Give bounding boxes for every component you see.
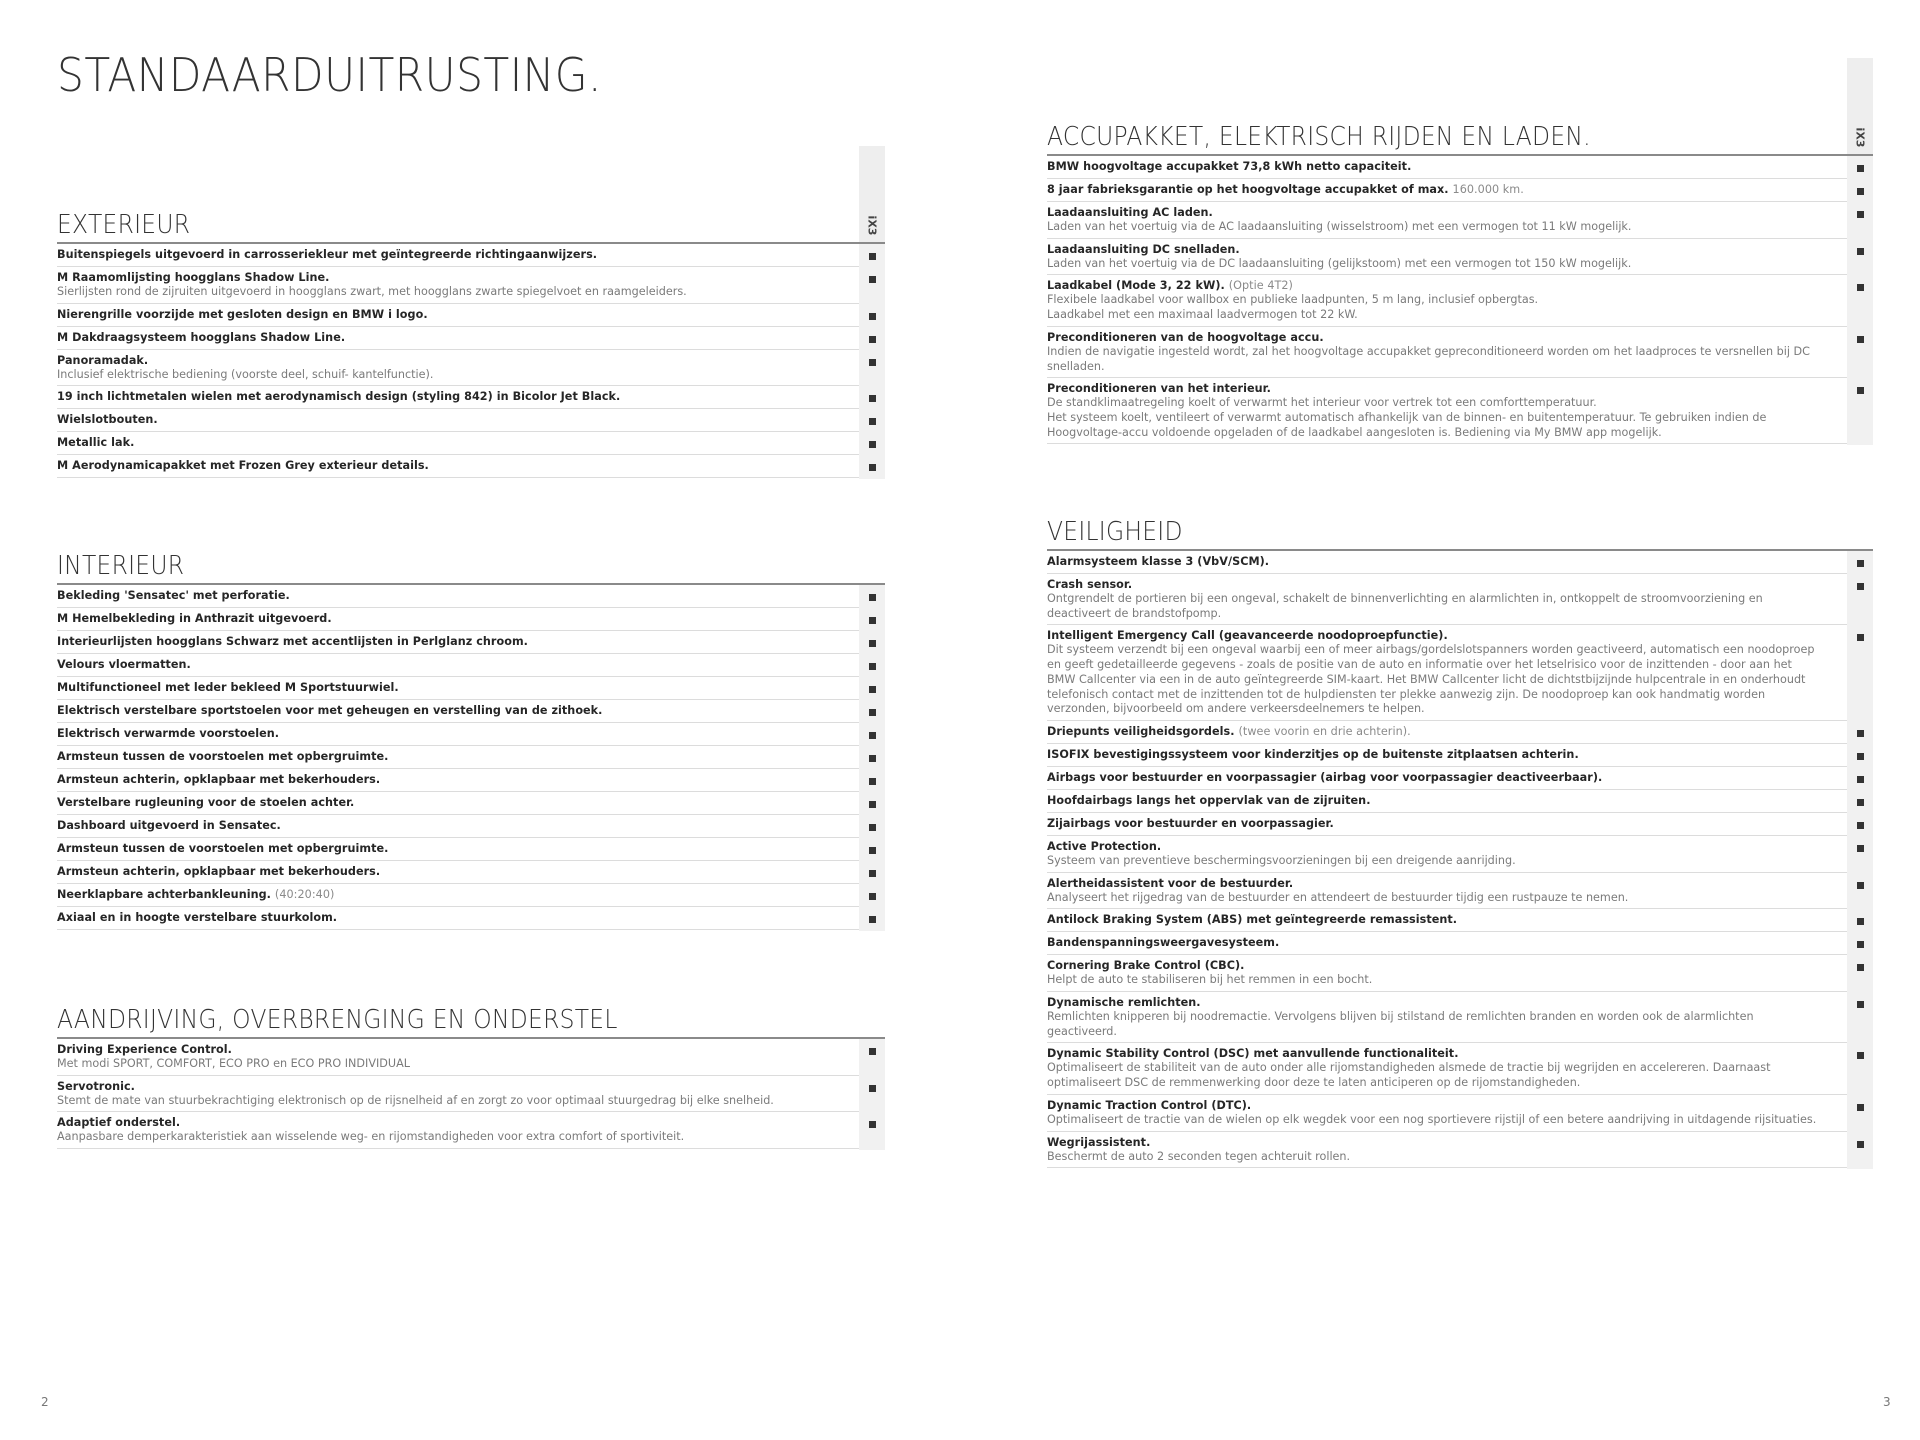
standard-marker-icon	[1857, 284, 1864, 291]
feature-description: deactiveert de brandstofpomp.	[1047, 606, 1222, 620]
feature-title-text: Multifunctioneel met leder bekleed M Sportstuurwiel.	[57, 681, 399, 694]
feature-title	[1047, 206, 1833, 220]
feature-title-text: Metallic lak.	[57, 436, 135, 450]
feature-title-text: Airbags voor bestuurder en voorpassagier (airbag voor voorpassagier deactiveerbaar).	[1047, 770, 1603, 784]
feature-row	[1047, 551, 1873, 574]
standard-marker-icon	[1857, 211, 1864, 218]
feature-title	[57, 681, 845, 695]
feature-title	[1047, 725, 1833, 739]
feature-row	[57, 350, 885, 387]
standard-marker-icon	[869, 359, 876, 366]
feature-title-text: Interieurlijsten hoogglans Schwarz met accentlijsten in Perlglanz chroom.	[57, 635, 528, 648]
standard-marker-icon	[1857, 583, 1864, 590]
standard-marker-icon	[1857, 188, 1864, 195]
feature-description: Hoogvoltage-accu voldoende opgeladen of de laadkabel aangesloten is. Bediening via My BMW app mogelijk.	[1047, 425, 1662, 439]
feature-row	[1047, 744, 1873, 767]
feature-description: BMW Callcenter via een in de auto geïntegreerde SIM-kaart. Het BMW Callcenter licht de dichtstbijzijnde hulpcentrale in en onderhoudt	[1047, 672, 1806, 686]
feature-title-text: M Hemelbekleding in Anthrazit uitgevoerd.	[57, 612, 332, 625]
feature-title-text: Neerklapbare achterbankleuning.	[57, 888, 271, 901]
feature-row	[1047, 378, 1873, 444]
feature-description: Helpt de auto te stabiliseren bij het remmen in een bocht.	[1047, 973, 1373, 987]
feature-row	[57, 723, 885, 746]
feature-title-text: Alarmsysteem klasse 3 (VbV/SCM).	[1047, 555, 1270, 568]
feature-title	[57, 436, 845, 450]
feature-title	[57, 750, 845, 764]
feature-title-text: Armsteun achterin, opklapbaar met bekerhouders.	[57, 773, 381, 786]
standard-marker-icon	[869, 801, 876, 808]
feature-title	[57, 888, 845, 902]
section-veiligheid	[1047, 517, 1873, 1168]
feature-title	[1047, 840, 1833, 854]
feature-title	[1047, 996, 1833, 1010]
standard-marker-icon	[1857, 799, 1864, 806]
feature-row	[57, 700, 885, 723]
feature-description: Aanpasbare demperkarakteristiek aan wisselende weg- en rijomstandigheden voor extra comfort of sportiviteit.	[57, 1130, 685, 1144]
feature-title-text: Intelligent Emergency Call (geavanceerde noodoproepfunctie).	[1047, 629, 1448, 643]
feature-row	[1047, 909, 1873, 932]
standard-marker-icon	[869, 1048, 876, 1055]
feature-title	[1047, 578, 1833, 592]
section-interieur	[57, 551, 885, 930]
feature-title-text: Elektrisch verwarmde voorstoelen.	[57, 727, 280, 740]
feature-row	[1047, 790, 1873, 813]
feature-title-text: Preconditioneren van de hoogvoltage accu.	[1047, 330, 1324, 344]
feature-row	[1047, 836, 1873, 873]
feature-title	[1047, 382, 1833, 396]
standard-marker-icon	[1857, 1104, 1864, 1111]
feature-row	[1047, 574, 1873, 625]
feature-title	[1047, 279, 1833, 293]
standard-marker-icon	[1857, 730, 1864, 737]
feature-note: 160.000 km.	[1452, 183, 1524, 196]
standard-marker-icon	[1857, 336, 1864, 343]
feature-title-text: Laadaansluiting DC snelladen.	[1047, 242, 1240, 256]
model-label: iX3	[865, 215, 879, 236]
feature-row	[1047, 179, 1873, 202]
feature-title	[1047, 794, 1833, 808]
feature-row	[57, 631, 885, 654]
feature-title	[1047, 160, 1833, 174]
feature-title	[57, 390, 845, 404]
feature-title-text: Crash sensor.	[1047, 578, 1133, 591]
standard-marker-icon	[869, 1121, 876, 1128]
feature-title	[57, 865, 845, 879]
feature-title-text: Dynamische remlichten.	[1047, 996, 1201, 1010]
standard-marker-icon	[869, 663, 876, 670]
feature-description: Het systeem koelt, ventileert of verwarmt automatisch afhankelijk van de binnen- en buitentemperatuur. Te gebruiken indien de	[1047, 410, 1767, 424]
model-column-tab	[1847, 58, 1873, 154]
feature-title-text: Elektrisch verstelbare sportstoelen voor met geheugen en verstelling van de zithoek.	[57, 704, 603, 717]
standard-marker-icon	[1857, 882, 1864, 889]
feature-description: Optimaliseert de stabiliteit van de auto onder alle rijomstandigheden alsmede de tractie bij wegrijden en accelereren. Daarnaast	[1047, 1061, 1771, 1075]
feature-title	[1047, 913, 1833, 927]
feature-row	[1047, 625, 1873, 721]
standard-marker-icon	[869, 253, 876, 260]
feature-title	[57, 413, 845, 427]
feature-list	[1047, 551, 1873, 1168]
standard-marker-icon	[1857, 1141, 1864, 1148]
feature-title	[57, 354, 845, 368]
feature-title	[1047, 1136, 1833, 1150]
feature-description: Laden van het voertuig via de AC laadaansluiting (wisselstroom) met een vermogen tot 11 kW mogelijk.	[1047, 220, 1632, 233]
feature-title	[57, 911, 845, 925]
feature-title	[57, 1116, 845, 1130]
feature-title-text: Laadkabel (Mode 3, 22 kW).	[1047, 279, 1225, 293]
feature-title	[57, 658, 845, 672]
feature-row	[57, 1076, 885, 1113]
feature-description: Remlichten knipperen bij noodremactie. Vervolgens blijven bij stilstand de remlichten branden en worden ook de alarmlichten	[1047, 1010, 1754, 1024]
standard-marker-icon	[869, 755, 876, 762]
feature-description: verzonden, bijvoorbeeld om andere verkeersdeelnemers te helpen.	[1047, 702, 1425, 716]
standard-marker-icon	[869, 686, 876, 693]
feature-row	[1047, 932, 1873, 955]
feature-row	[57, 304, 885, 327]
feature-title	[57, 271, 845, 285]
feature-row	[57, 677, 885, 700]
standard-marker-icon	[869, 336, 876, 343]
feature-row	[1047, 1132, 1873, 1169]
feature-title-text: Cornering Brake Control (CBC).	[1047, 959, 1245, 973]
feature-title-text: Panoramadak.	[57, 353, 149, 367]
feature-row	[57, 409, 885, 432]
feature-title	[1047, 748, 1833, 762]
standard-marker-icon	[1857, 1001, 1864, 1008]
feature-description: Ontgrendelt de portieren bij een ongeval, schakelt de binnenverlichting en alarmlichten in, ontkoppelt de stroomvoorziening en	[1047, 592, 1763, 605]
feature-row	[1047, 327, 1873, 378]
feature-row	[1047, 239, 1873, 276]
feature-title-text: Dynamic Stability Control (DSC) met aanvullende functionaliteit.	[1047, 1047, 1459, 1061]
feature-row	[1047, 767, 1873, 790]
standard-marker-icon	[1857, 845, 1864, 852]
feature-title-text: M Dakdraagsysteem hoogglans Shadow Line.	[57, 330, 346, 344]
feature-description: Indien de navigatie ingesteld wordt, zal het hoogvoltage accupakket gepreconditioneerd worden om het laadproces te versnellen bij DC	[1047, 344, 1810, 358]
page-title: STANDAARDUITRUSTING.	[57, 48, 602, 102]
feature-title-text: Adaptief onderstel.	[57, 1116, 181, 1130]
feature-title	[57, 248, 845, 262]
standard-marker-icon	[869, 1085, 876, 1092]
standard-marker-icon	[1857, 918, 1864, 925]
feature-title-text: Driepunts veiligheidsgordels.	[1047, 724, 1235, 738]
feature-title	[57, 773, 845, 787]
section-exterieur	[57, 210, 885, 478]
standard-marker-icon	[1857, 165, 1864, 172]
feature-row	[57, 608, 885, 631]
feature-title-text: Antilock Braking System (ABS) met geïntegreerde remassistent.	[1047, 913, 1458, 927]
standard-marker-icon	[869, 778, 876, 785]
feature-title-text: BMW hoogvoltage accupakket 73,8 kWh netto capaciteit.	[1047, 160, 1412, 173]
feature-description: Flexibele laadkabel voor wallbox en publieke laadpunten, 5 m lang, inclusief opbergtas.	[1047, 293, 1539, 307]
feature-row	[1047, 813, 1873, 836]
feature-row	[57, 884, 885, 907]
feature-row	[57, 386, 885, 409]
standard-marker-icon	[869, 870, 876, 877]
feature-list	[57, 585, 885, 930]
feature-title-text: Servotronic.	[57, 1079, 135, 1093]
feature-title	[57, 819, 845, 833]
feature-row	[1047, 156, 1873, 179]
feature-note: (Optie 4T2)	[1228, 279, 1293, 293]
feature-row	[57, 769, 885, 792]
standard-marker-icon	[869, 418, 876, 425]
feature-row	[1047, 1095, 1873, 1132]
standard-marker-icon	[869, 824, 876, 831]
feature-row	[57, 746, 885, 769]
model-label: iX3	[1853, 127, 1867, 148]
standard-marker-icon	[869, 313, 876, 320]
feature-row	[57, 792, 885, 815]
feature-row	[57, 838, 885, 861]
feature-row	[1047, 955, 1873, 992]
feature-list	[1047, 156, 1873, 444]
feature-description: snelladen.	[1047, 359, 1105, 373]
feature-title-text: Verstelbare rugleuning voor de stoelen achter.	[57, 796, 355, 809]
standard-marker-icon	[1857, 387, 1864, 394]
feature-title-text: Wielslotbouten.	[57, 413, 158, 427]
feature-title	[1047, 817, 1833, 831]
feature-description: Laden van het voertuig via de DC laadaansluiting (gelijkstoom) met een vermogen tot 150 kW mogelijk.	[1047, 256, 1632, 270]
feature-row	[1047, 275, 1873, 326]
standard-marker-icon	[1857, 822, 1864, 829]
feature-list	[57, 244, 885, 478]
feature-row	[57, 327, 885, 350]
standard-marker-icon	[1857, 634, 1864, 641]
section-title: ACCUPAKKET, ELEKTRISCH RIJDEN EN LADEN.	[1047, 122, 1591, 152]
feature-row	[57, 432, 885, 455]
feature-list	[57, 1039, 885, 1149]
feature-description: Sierlijsten rond de zijruiten uitgevoerd in hoogglans zwart, met hoogglans zwarte spiegelvoet en raamgeleiders.	[57, 285, 687, 298]
feature-title	[1047, 1099, 1833, 1113]
feature-row	[57, 244, 885, 267]
feature-title	[1047, 1047, 1833, 1061]
feature-title	[57, 796, 845, 810]
standard-marker-icon	[869, 441, 876, 448]
feature-description: Analyseert het rijgedrag van de bestuurder en attendeert de bestuurder tijdig een rustpauze te nemen.	[1047, 890, 1629, 904]
feature-title-text: Zijairbags voor bestuurder en voorpassagier.	[1047, 816, 1334, 830]
feature-title-text: Nierengrille voorzijde met gesloten design en BMW i logo.	[57, 307, 428, 321]
feature-title	[57, 727, 845, 741]
feature-title	[57, 612, 845, 626]
feature-title-text: Armsteun tussen de voorstoelen met opbergruimte.	[57, 842, 389, 855]
feature-title	[1047, 959, 1833, 973]
feature-row	[57, 267, 885, 304]
feature-title	[57, 704, 845, 718]
feature-row	[57, 1112, 885, 1149]
feature-row	[1047, 202, 1873, 239]
model-column-tab	[859, 146, 885, 242]
feature-description: Met modi SPORT, COMFORT, ECO PRO en ECO PRO INDIVIDUAL	[57, 1057, 410, 1070]
feature-title-text: Dynamic Traction Control (DTC).	[1047, 1098, 1252, 1112]
feature-title	[57, 589, 845, 603]
feature-title	[57, 1043, 845, 1057]
feature-title-text: ISOFIX bevestigingssysteem voor kinderzitjes op de buitenste zitplaatsen achterin.	[1047, 747, 1579, 761]
feature-title-text: Axiaal en in hoogte verstelbare stuurkolom.	[57, 911, 338, 924]
feature-row	[57, 585, 885, 608]
feature-title	[1047, 877, 1833, 891]
feature-title-text: Wegrijassistent.	[1047, 1135, 1151, 1149]
feature-description: Optimaliseert de tractie van de wielen op elk wegdek voor een nog sportievere rijstijl of een betere aandrijving in uitdagende rijsituaties.	[1047, 1112, 1817, 1126]
standard-marker-icon	[869, 732, 876, 739]
section-title: INTERIEUR	[57, 551, 185, 581]
standard-marker-icon	[869, 617, 876, 624]
feature-title-text: 19 inch lichtmetalen wielen met aerodynamisch design (styling 842) in Bicolor Jet Black.	[57, 390, 621, 404]
feature-row	[1047, 721, 1873, 744]
feature-title	[57, 459, 845, 473]
standard-marker-icon	[1857, 1052, 1864, 1059]
standard-marker-icon	[869, 893, 876, 900]
feature-title	[57, 1080, 845, 1094]
feature-title-text: Dashboard uitgevoerd in Sensatec.	[57, 819, 281, 832]
section-accupakket	[1047, 122, 1873, 444]
feature-title	[57, 308, 845, 322]
feature-description: en geeft gedetailleerde gegevens - zoals de positie van de auto en informatie over het letselrisico voor de inzittenden - door aan het	[1047, 658, 1792, 672]
feature-title-text: Velours vloermatten.	[57, 658, 191, 671]
feature-title-text: Active Protection.	[1047, 839, 1162, 853]
section-aandrijving	[57, 1005, 885, 1149]
standard-marker-icon	[1857, 753, 1864, 760]
feature-title-text: Laadaansluiting AC laden.	[1047, 206, 1213, 219]
feature-description: Systeem van preventieve beschermingsvoorzieningen bij een dreigende aanrijding.	[1047, 853, 1516, 867]
feature-description: optimaliseert DSC de remmenwerking door deze te laten anticiperen op de rijomstandigheden.	[1047, 1076, 1581, 1090]
feature-row	[57, 654, 885, 677]
standard-marker-icon	[1857, 964, 1864, 971]
feature-title	[1047, 331, 1833, 345]
feature-description: geactiveerd.	[1047, 1024, 1117, 1038]
page-number-left: 2	[41, 1395, 49, 1409]
feature-title	[1047, 243, 1833, 257]
feature-description: Dit systeem verzendt bij een ongeval waarbij een of meer airbags/gordelslotspanners worden geactiveerd, automatisch een noodoproep	[1047, 643, 1815, 657]
feature-title-text: Buitenspiegels uitgevoerd in carrosseriekleur met geïntegreerde richtingaanwijzers.	[57, 248, 598, 261]
feature-title-text: Bekleding 'Sensatec' met perforatie.	[57, 589, 290, 602]
standard-marker-icon	[869, 395, 876, 402]
standard-marker-icon	[869, 464, 876, 471]
feature-note: (40:20:40)	[274, 888, 335, 901]
standard-marker-icon	[1857, 776, 1864, 783]
feature-row	[57, 861, 885, 884]
feature-description: Beschermt de auto 2 seconden tegen achteruit rollen.	[1047, 1149, 1351, 1163]
feature-title-text: Armsteun tussen de voorstoelen met opbergruimte.	[57, 750, 389, 763]
feature-title	[1047, 771, 1833, 785]
standard-marker-icon	[869, 594, 876, 601]
feature-title	[1047, 183, 1833, 197]
standard-marker-icon	[1857, 248, 1864, 255]
section-title: VEILIGHEID	[1047, 517, 1183, 547]
feature-title-text: Hoofdairbags langs het oppervlak van de zijruiten.	[1047, 793, 1371, 807]
feature-row	[57, 907, 885, 930]
standard-marker-icon	[1857, 941, 1864, 948]
feature-title-text: Bandenspanningsweergavesysteem.	[1047, 936, 1280, 950]
feature-title-text: Alertheidassistent voor de bestuurder.	[1047, 876, 1294, 890]
feature-description: Inclusief elektrische bediening (voorste deel, schuif- kantelfunctie).	[57, 367, 434, 381]
feature-title	[1047, 936, 1833, 950]
standard-marker-icon	[1857, 560, 1864, 567]
feature-title-text: Armsteun achterin, opklapbaar met bekerhouders.	[57, 865, 381, 878]
feature-row	[1047, 873, 1873, 910]
feature-row	[57, 815, 885, 838]
feature-title-text: M Aerodynamicapakket met Frozen Grey exterieur details.	[57, 459, 429, 473]
feature-title-text: Driving Experience Control.	[57, 1043, 232, 1056]
feature-title-text: M Raamomlijsting hoogglans Shadow Line.	[57, 271, 330, 284]
page-number-right: 3	[1883, 1395, 1891, 1409]
standard-marker-icon	[869, 709, 876, 716]
feature-title	[1047, 555, 1833, 569]
feature-description: Laadkabel met een maximaal laadvermogen tot 22 kW.	[1047, 308, 1358, 322]
feature-title	[57, 842, 845, 856]
feature-title	[1047, 629, 1833, 643]
feature-row	[57, 1039, 885, 1076]
standard-marker-icon	[869, 847, 876, 854]
section-title: EXTERIEUR	[57, 210, 191, 240]
feature-title	[57, 635, 845, 649]
standard-marker-icon	[869, 916, 876, 923]
feature-description: telefonisch contact met de inzittenden tot de hulpdiensten ter plekke aanwezig zijn. De noodoproep kan ook handmatig worden	[1047, 687, 1766, 701]
standard-marker-icon	[869, 276, 876, 283]
feature-description: De standklimaatregeling koelt of verwarmt het interieur voor vertrek tot een comforttemperatuur.	[1047, 396, 1597, 410]
feature-row	[57, 455, 885, 478]
feature-title-text: 8 jaar fabrieksgarantie op het hoogvoltage accupakket of max.	[1047, 183, 1449, 196]
standard-marker-icon	[869, 640, 876, 647]
feature-note: (twee voorin en drie achterin).	[1238, 724, 1411, 738]
feature-title-text: Preconditioneren van het interieur.	[1047, 382, 1271, 396]
feature-title	[57, 331, 845, 345]
feature-row	[1047, 1043, 1873, 1094]
section-title: AANDRIJVING, OVERBRENGING EN ONDERSTEL	[57, 1005, 618, 1035]
feature-description: Stemt de mate van stuurbekrachtiging elektronisch op de rijsnelheid af en zorgt zo voor optimaal stuurgedrag bij elke snelheid.	[57, 1093, 774, 1107]
feature-row	[1047, 992, 1873, 1043]
